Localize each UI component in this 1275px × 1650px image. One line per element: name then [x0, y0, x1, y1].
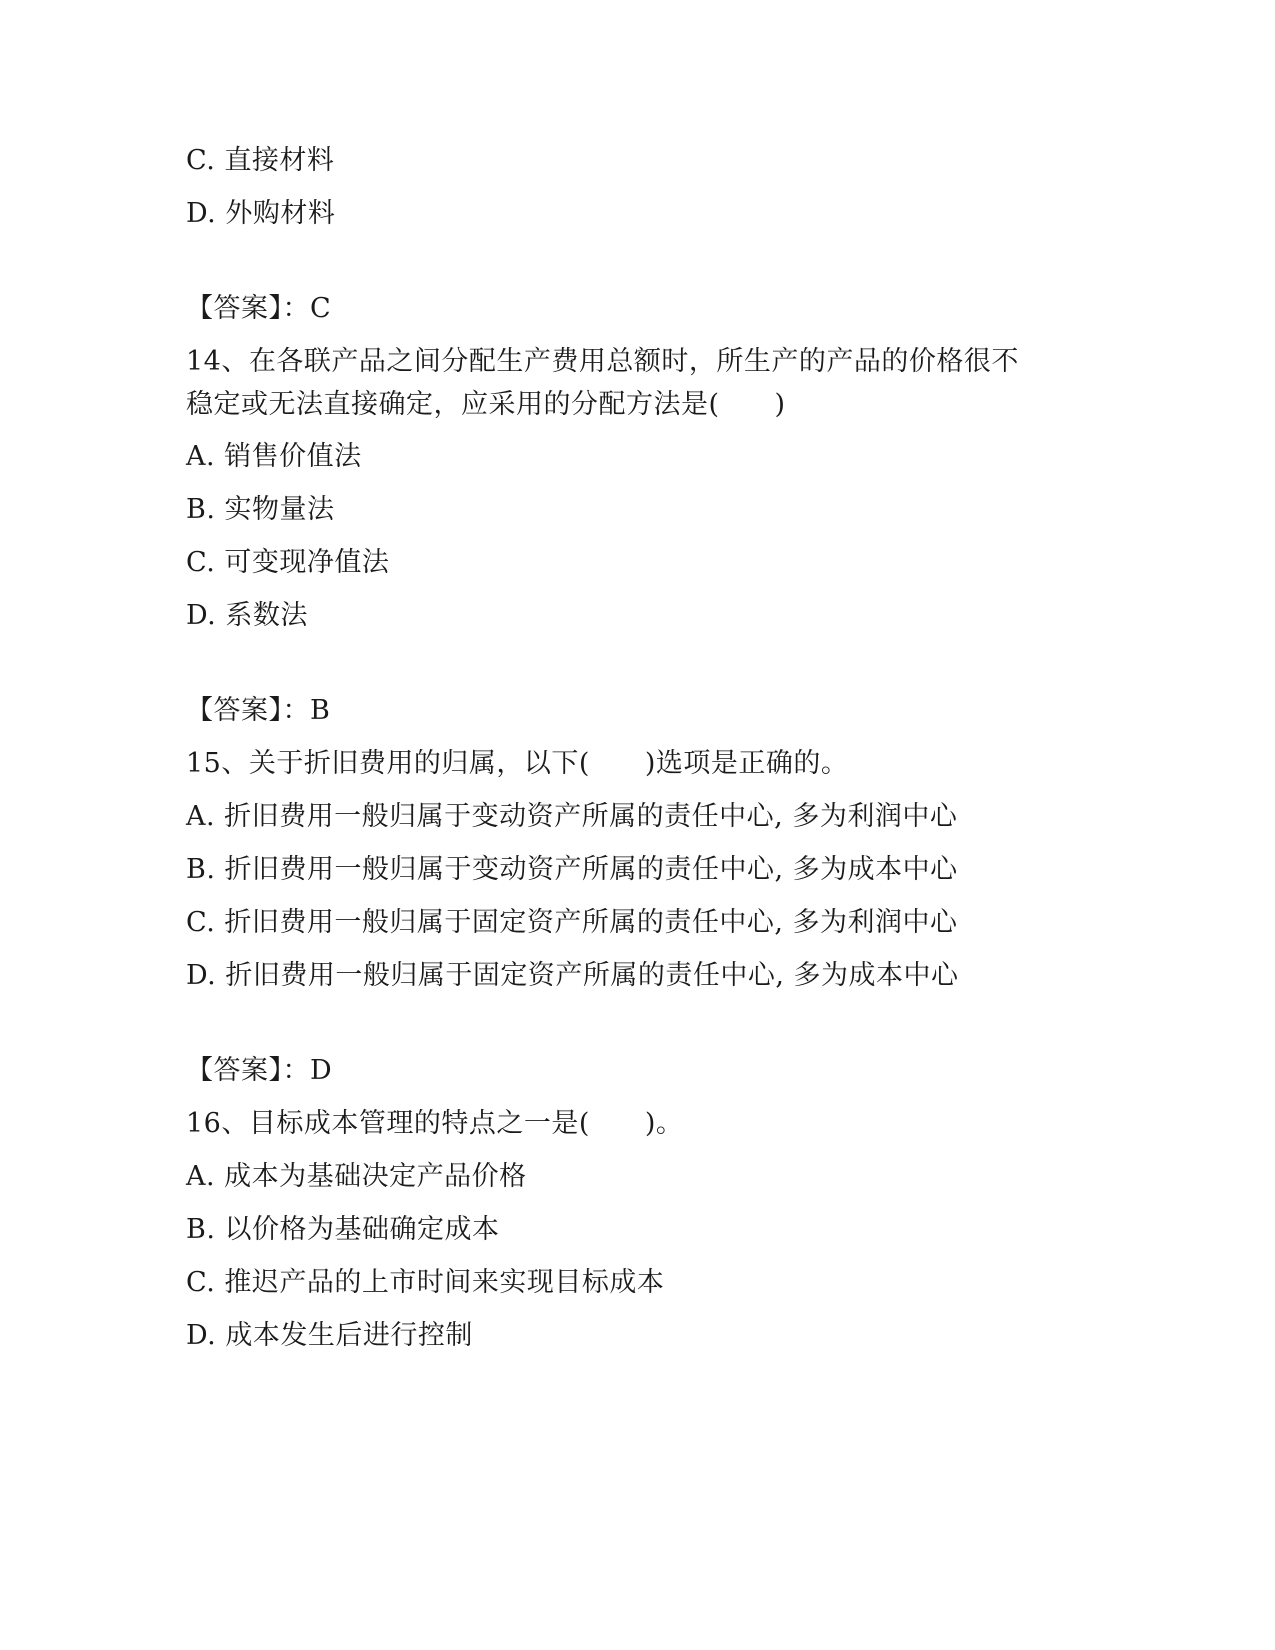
q16-option-c: C. 推迟产品的上市时间来实现目标成本 [186, 1267, 665, 1298]
q15-option-c: C. 折旧费用一般归属于固定资产所属的责任中心, 多为利润中心 [186, 907, 958, 938]
q15-option-d: D. 折旧费用一般归属于固定资产所属的责任中心, 多为成本中心 [186, 960, 959, 991]
q14-option-c: C. 可变现净值法 [186, 547, 390, 578]
q16-option-a: A. 成本为基础决定产品价格 [186, 1161, 527, 1192]
q15-option-b: B. 折旧费用一般归属于变动资产所属的责任中心, 多为成本中心 [186, 854, 958, 885]
q15-stem: 15、关于折旧费用的归属，以下( )选项是正确的。 [186, 748, 849, 779]
q14-option-b: B. 实物量法 [186, 494, 335, 525]
q14-stem-line1: 14、在各联产品之间分配生产费用总额时，所生产的产品的价格很不 [186, 346, 1019, 377]
q13-option-c: C. 直接材料 [186, 145, 335, 176]
q16-option-b: B. 以价格为基础确定成本 [186, 1214, 500, 1245]
q16-option-d: D. 成本发生后进行控制 [186, 1320, 473, 1351]
q14-option-d: D. 系数法 [186, 600, 308, 631]
q13-answer: 【答案】：C [186, 293, 332, 324]
q16-stem: 16、目标成本管理的特点之一是( )。 [186, 1108, 684, 1139]
q14-answer: 【答案】：B [186, 695, 331, 726]
q15-answer: 【答案】：D [186, 1055, 333, 1086]
q15-option-a: A. 折旧费用一般归属于变动资产所属的责任中心, 多为利润中心 [186, 801, 958, 832]
q13-option-d: D. 外购材料 [186, 198, 336, 229]
q14-option-a: A. 销售价值法 [186, 441, 362, 472]
q14-stem-line2: 稳定或无法直接确定，应采用的分配方法是( ) [186, 389, 786, 420]
